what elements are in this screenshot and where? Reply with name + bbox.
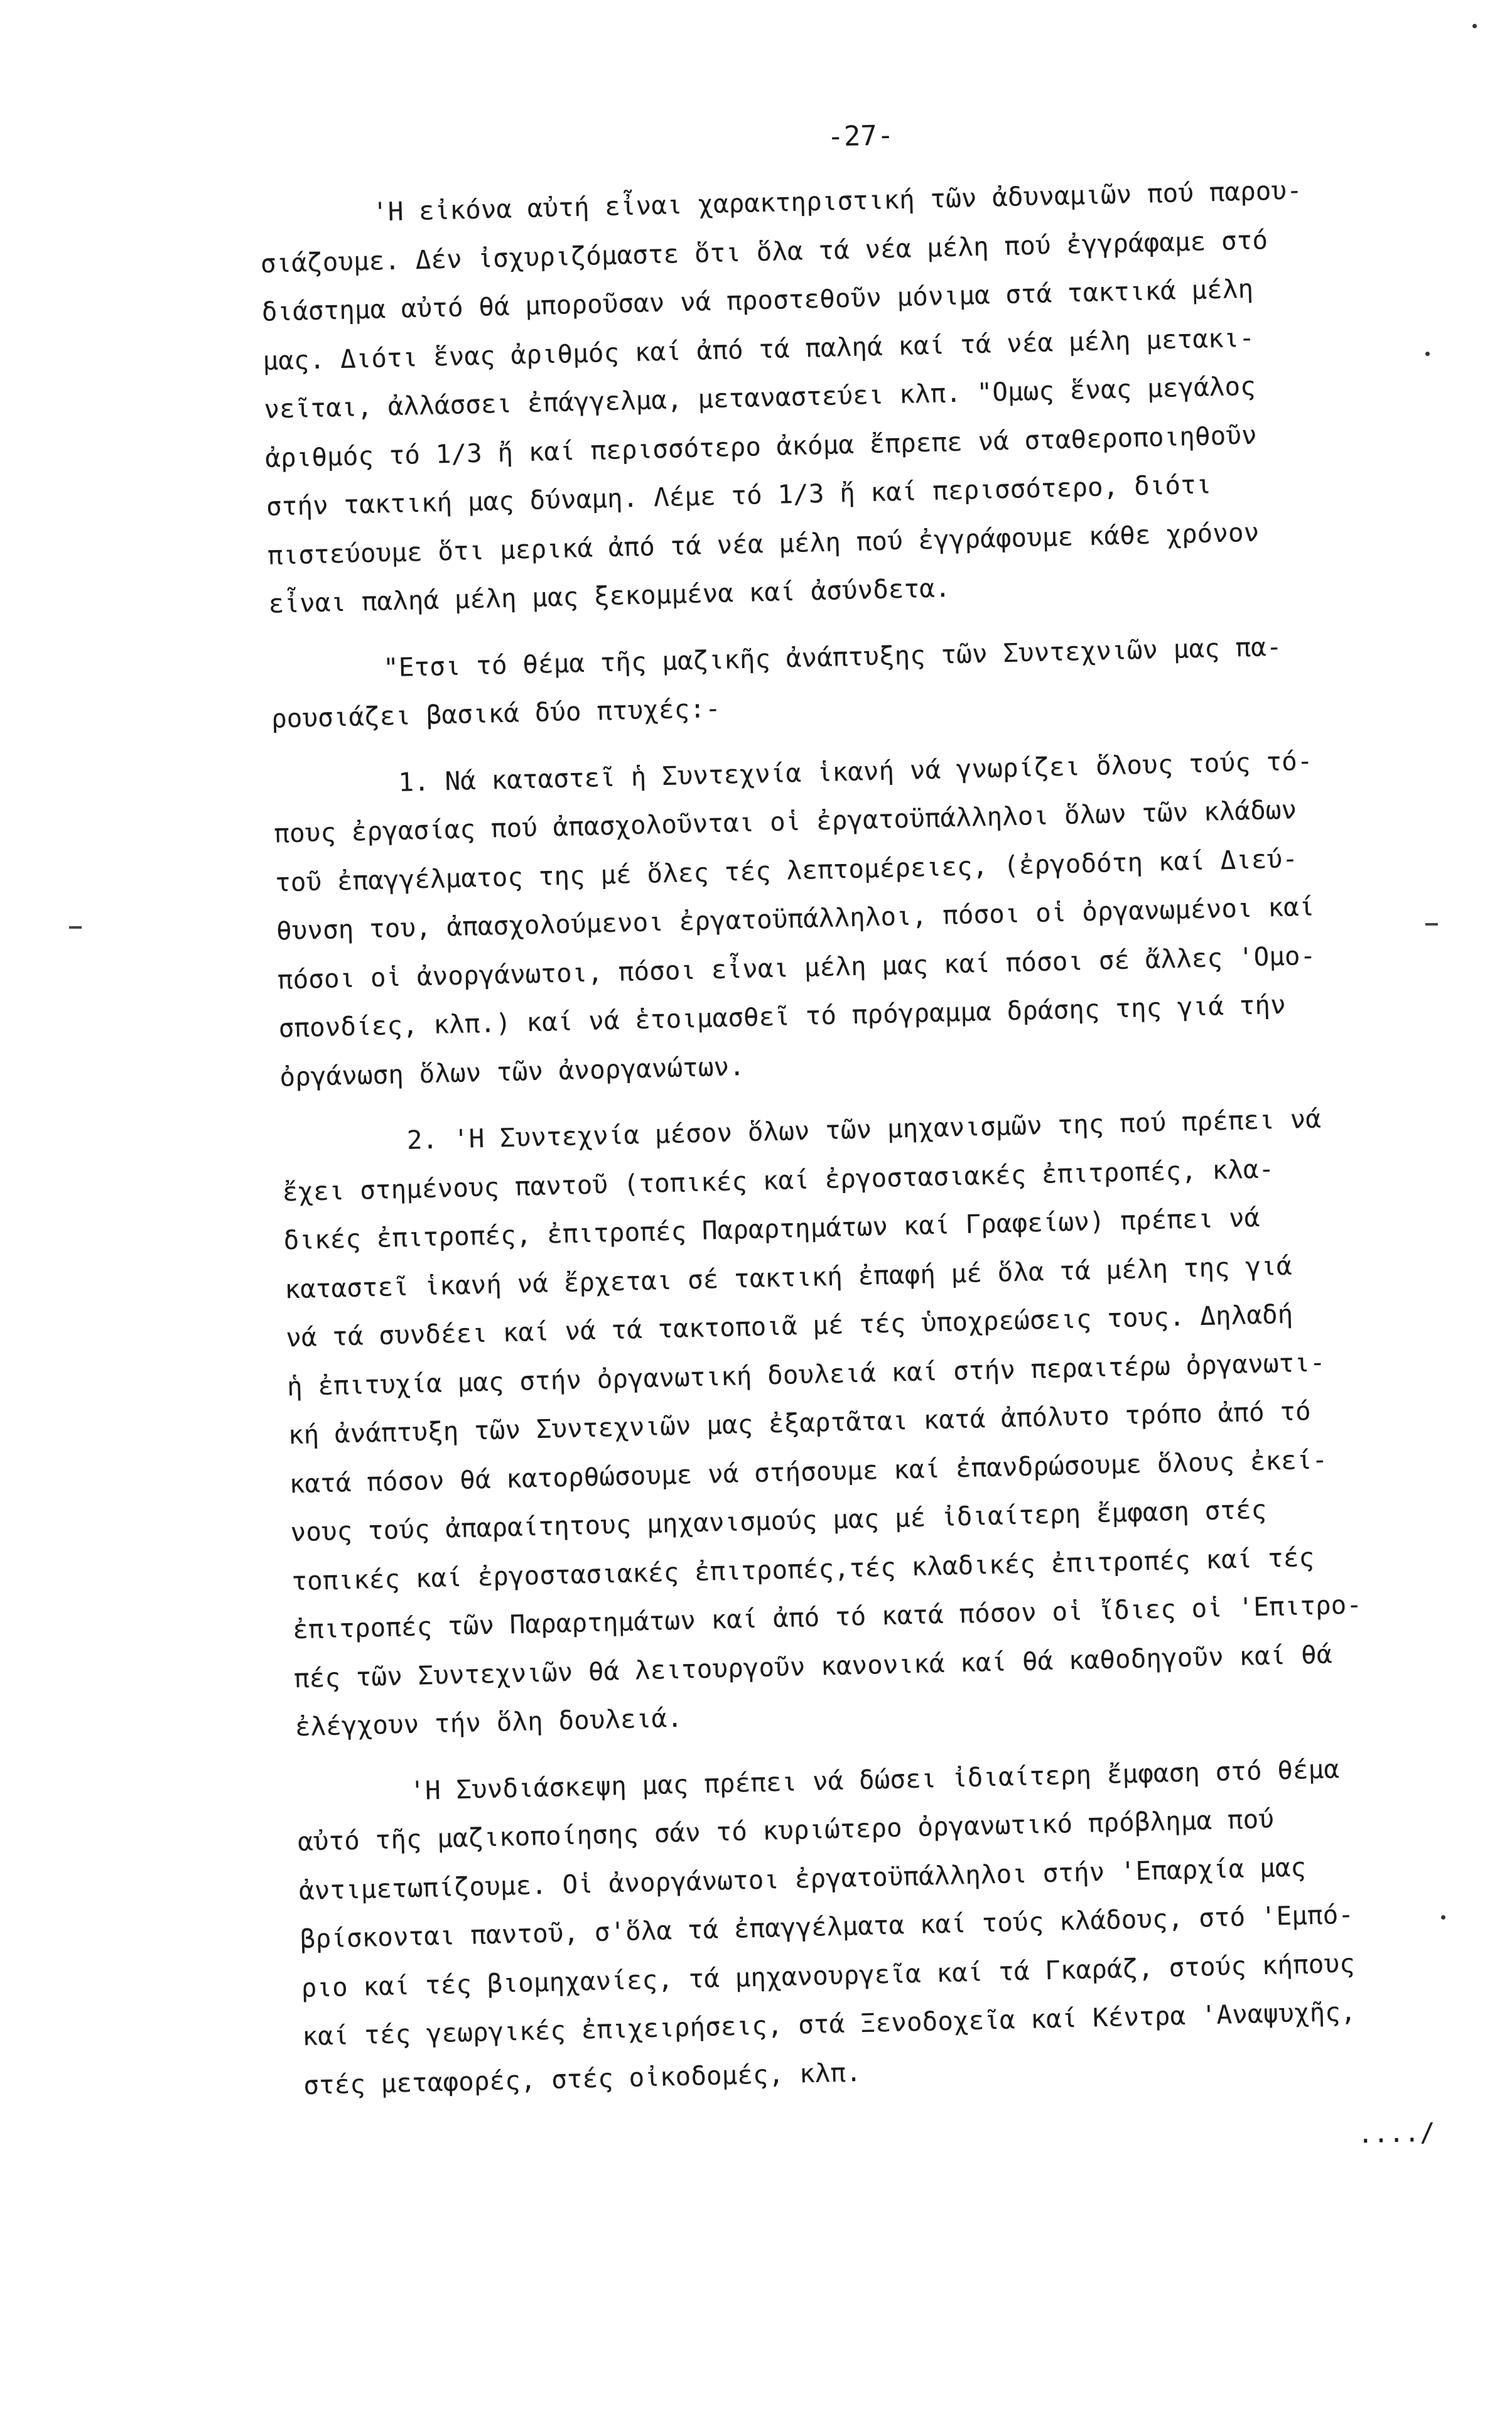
text-line: ἐλέγχουν τήν ὅλη δουλειά. [294,1702,683,1742]
text-line: κατά πόσον θά κατορθώσουμε νά στήσουμε καί ἐπανδρώσουμε ὅλους ἐκεί- [289,1444,1328,1499]
text-line: σιάζουμε. Δέν ἰσχυριζόμαστε ὅτι ὅλα τά νέα μέλη πού ἐγγράφαμε στό [260,224,1268,279]
text-line: νεῖται, ἀλλάσσει ἐπάγγελμα, μεταναστεύει κλπ. "Ομως ἕνας μεγάλος [263,370,1256,424]
text-line: αὐτό τῆς μαζικοποίησης σάν τό κυριώτερο ὀργανωτικό πρόβλημα πού [297,1803,1275,1857]
text-line: στήν τακτική μας δύναμη. Λέμε τό 1/3 ἤ καί περισσότερο, διότι [266,469,1212,522]
text-line: πές τῶν Συντεχνιῶν θά λειτουργοῦν κανονικά καί θά καθοδηγοῦν καί θά [293,1638,1332,1693]
text-line: ρουσιάζει βασικά δύο πτυχές:- [271,693,721,734]
text-line: ὀργάνωση ὅλων τῶν ἀνοργανώτων. [279,1051,745,1093]
text-line: ἔχει στημένους παντοῦ (τοπικές καί ἐργοστασιακές ἐπιτροπές, κλα- [282,1153,1275,1207]
text-line: 'Η εἰκόνα αὐτή εἶναι χαρακτηριστική τῶν ἀδυναμιῶν πού παρου- [372,175,1303,227]
text-line: ἀριθμός τό 1/3 ἤ καί περισσότερο ἀκόμα ἔπρεπε νά σταθεροποιηθοῦν [264,419,1258,473]
text-line: κή ἀνάπτυξη τῶν Συντεχνιῶν μας ἐξαρτᾶται κατά ἀπόλυτο τρόπο ἀπό τό [288,1396,1312,1450]
continuation-mark: ..../ [1357,2117,1436,2149]
text-line: στές μεταφορές, στές οἰκοδομές, κλπ. [303,2056,862,2100]
text-line: εἶναι παληά μέλη μας ξεκομμένα καί ἀσύνδετα. [268,573,951,619]
text-line: καί τές γεωργικές ἐπιχειρήσεις, στά Ξενοδοχεῖα καί Κέντρα 'Αναψυχῆς, [301,1996,1357,2052]
text-line: ριο καί τές βιομηχανίες, τά μηχανουργεῖα καί τά Γκαράζ, στούς κήπους [301,1948,1356,2003]
text-line: νά τά συνδέει καί νά τά τακτοποιᾶ μέ τές ὑποχρεώσεις τους. Δηλαδή [285,1299,1293,1353]
page-number: -27- [826,119,894,153]
text-line: ἡ ἐπιτυχία μας στήν ὀργανωτική δουλειά καί στήν περαιτέρω ὀργανωτι- [286,1346,1326,1402]
numbered-paragraph [273,737,1448,1105]
text-line: διάστημα αὐτό θά μποροῦσαν νά προστεθοῦν μόνιμα στά τακτικά μέλη [261,273,1254,327]
text-line: τοπικές καί ἐργοστασιακές ἐπιτροπές,τές κλαδικές ἐπιτροπές καί τές [291,1542,1315,1596]
scan-speck [1472,24,1477,28]
text-line: 2. 'Η Συντεχνία μέσον ὅλων τῶν μηχανισμῶν της πού πρέπει νά [406,1103,1322,1155]
text-line: ἀντιμετωπίζουμε. Οἱ ἀνοργάνωτοι ἐργατοϋπάλληλοι στήν 'Επαρχία μας [298,1851,1307,1906]
text-line: ἐπιτροπές τῶν Παραρτημάτων καί ἀπό τό κατά πόσον οἱ ἴδιες οἱ 'Επιτρο- [292,1589,1363,1645]
paragraph [296,1746,1472,2114]
text-line: πους ἐργασίας πού ἀπασχολοῦνται οἱ ἐργατοϋπάλληλοι ὅλων τῶν κλάδων [273,794,1297,849]
text-line: καταστεῖ ἱκανή νά ἔρχεται σέ τακτική ἐπαφή μέ ὅλα τά μέλη της γιά [284,1250,1293,1304]
text-line: νους τούς ἀπαραίτητους μηχανισμούς μας μέ ἰδιαίτερη ἔμφαση στές [289,1494,1267,1548]
text-line: σπονδίες, κλπ.) καί νά ἑτοιμασθεῖ τό πρόγραμμα δράσης της γιά τήν [278,989,1287,1044]
scan-speck [1441,1915,1445,1920]
margin-mark [1425,923,1438,926]
text-line: θυνση του, ἀπασχολούμενοι ἐργατοϋπάλληλοι, πόσοι οἱ ὀργανωμένοι καί [276,891,1315,946]
text-line: 'Η Συνδιάσκεψη μας πρέπει νά δώσει ἰδιαίτερη ἔμφαση στό θέμα [409,1753,1340,1806]
paragraph [259,167,1437,632]
text-line: μας. Διότι ἕνας ἀριθμός καί ἀπό τά παληά καί τά νέα μέλη μετακι- [262,322,1255,376]
text-line: πόσοι οἱ ἀνοργάνωτοι, πόσοι εἶναι μέλη μας καί πόσοι σέ ἄλλες 'Ομο- [277,940,1316,995]
text-line: βρίσκονται παντοῦ, σ'ὅλα τά ἐπαγγέλματα καί τούς κλάδους, στό 'Εμπό- [300,1899,1354,1955]
text-line: πιστεύουμε ὅτι μερικά ἀπό τά νέα μέλη πού ἐγγράφουμε κάθε χρόνον [267,517,1260,571]
text-line: δικές ἐπιτροπές, ἐπιτροπές Παραρτημάτων καί Γραφείων) πρέπει νά [283,1202,1260,1256]
text-line: 1. Νά καταστεῖ ἡ Συντεχνία ἱκανή νά γνωρίζει ὅλους τούς τό- [397,745,1313,797]
text-line: τοῦ ἐπαγγέλματος της μέ ὅλες τές λεπτομέρειες, (ἐργοδότη καί Διεύ- [274,843,1299,898]
typewritten-text-body [257,104,1473,2179]
scan-speck [1425,352,1430,356]
text-line: "Ετσι τό θέμα τῆς μαζικῆς ἀνάπτυξης τῶν Συντεχνιῶν μας πα- [382,631,1283,683]
numbered-paragraph [281,1096,1463,1756]
margin-mark [69,926,82,929]
